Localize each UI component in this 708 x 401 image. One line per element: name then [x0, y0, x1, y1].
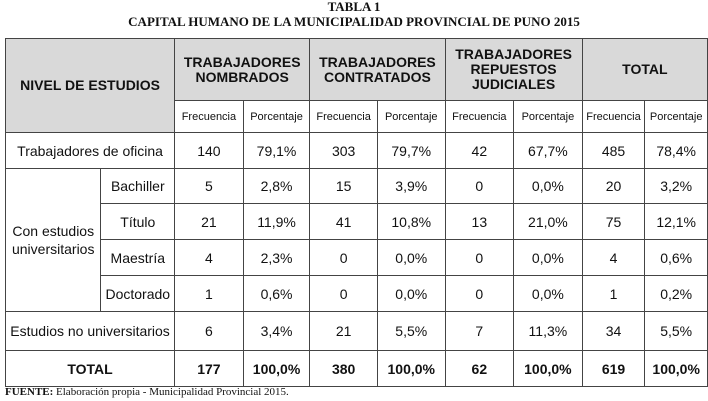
cell: 0 [445, 276, 514, 312]
row-label: Título [101, 204, 175, 240]
cell: 0,0% [514, 169, 583, 204]
cell: 0,6% [243, 276, 310, 312]
cell: 6 [175, 312, 244, 351]
cell: 4 [175, 240, 244, 276]
cell: 10,8% [377, 204, 445, 240]
cell: 75 [582, 204, 645, 240]
total-cell: 619 [582, 351, 645, 387]
cell: 0 [310, 276, 378, 312]
cell: 5 [175, 169, 244, 204]
total-row [6, 351, 708, 387]
cell: 12,1% [645, 204, 708, 240]
cell: 0 [310, 240, 378, 276]
cell: 0,6% [645, 240, 708, 276]
table-number: TABLA 1 [327, 0, 381, 14]
cell: 21,0% [514, 204, 583, 240]
table-row [6, 204, 708, 240]
cell: 0,0% [377, 240, 445, 276]
row-label: Bachiller [101, 169, 175, 204]
subheader-frecuencia: Frecuencia [582, 101, 645, 133]
source-text: Elaboración propia - Municipalidad Provincial 2015. [53, 386, 289, 398]
cell: 21 [175, 204, 244, 240]
subheader-porcentaje: Porcentaje [243, 101, 310, 133]
total-label: TOTAL [6, 351, 175, 387]
cell: 42 [445, 133, 514, 169]
table-row [6, 133, 708, 169]
total-cell: 177 [175, 351, 244, 387]
cell: 15 [310, 169, 378, 204]
cell: 11,9% [243, 204, 310, 240]
cell: 303 [310, 133, 378, 169]
total-cell: 100,0% [645, 351, 708, 387]
row-label: Maestría [101, 240, 175, 276]
cell: 7 [445, 312, 514, 351]
subheader-porcentaje: Porcentaje [377, 101, 445, 133]
row-label: Estudios no universitarios [6, 312, 175, 351]
total-cell: 380 [310, 351, 378, 387]
cell: 0,0% [514, 276, 583, 312]
header-row [6, 39, 708, 101]
total-cell: 100,0% [377, 351, 445, 387]
cell: 0,0% [377, 276, 445, 312]
cell: 79,7% [377, 133, 445, 169]
cell: 2,3% [243, 240, 310, 276]
subheader-frecuencia: Frecuencia [310, 101, 378, 133]
source-note [5, 386, 289, 398]
cell: 0 [445, 240, 514, 276]
header-group: TRABAJADORES REPUESTOS JUDICIALES [445, 39, 582, 101]
cell: 4 [582, 240, 645, 276]
table-row [6, 240, 708, 276]
cell: 1 [582, 276, 645, 312]
cell: 11,3% [514, 312, 583, 351]
table-row [6, 169, 708, 204]
total-cell: 100,0% [243, 351, 310, 387]
table-row [6, 312, 708, 351]
subheader-porcentaje: Porcentaje [514, 101, 583, 133]
cell: 0,0% [514, 240, 583, 276]
cell: 41 [310, 204, 378, 240]
human-capital-table [5, 38, 708, 387]
table-row [6, 276, 708, 312]
subheader-porcentaje: Porcentaje [645, 101, 708, 133]
cell: 0 [445, 169, 514, 204]
subheader-frecuencia: Frecuencia [175, 101, 244, 133]
row-label: Doctorado [101, 276, 175, 312]
cell: 3,9% [377, 169, 445, 204]
header-nivel-estudios: NIVEL DE ESTUDIOS [6, 39, 175, 133]
cell: 20 [582, 169, 645, 204]
cell: 79,1% [243, 133, 310, 169]
cell: 3,2% [645, 169, 708, 204]
cell: 78,4% [645, 133, 708, 169]
cell: 140 [175, 133, 244, 169]
cell: 21 [310, 312, 378, 351]
header-group: TRABAJADORES CONTRATADOS [310, 39, 445, 101]
row-group-label: Con estudios universitarios [6, 169, 101, 312]
cell: 5,5% [645, 312, 708, 351]
cell: 34 [582, 312, 645, 351]
total-cell: 100,0% [514, 351, 583, 387]
subheader-frecuencia: Frecuencia [445, 101, 514, 133]
cell: 3,4% [243, 312, 310, 351]
cell: 0,2% [645, 276, 708, 312]
total-cell: 62 [445, 351, 514, 387]
row-label: Trabajadores de oficina [6, 133, 175, 169]
cell: 13 [445, 204, 514, 240]
cell: 67,7% [514, 133, 583, 169]
cell: 5,5% [377, 312, 445, 351]
source-label: FUENTE: [5, 386, 54, 398]
cell: 1 [175, 276, 244, 312]
cell: 485 [582, 133, 645, 169]
table-title: CAPITAL HUMANO DE LA MUNICIPALIDAD PROVINCIAL DE PUNO 2015 [128, 14, 580, 29]
header-group: TRABAJADORES NOMBRADOS [175, 39, 310, 101]
cell: 2,8% [243, 169, 310, 204]
header-group: TOTAL [582, 39, 707, 101]
